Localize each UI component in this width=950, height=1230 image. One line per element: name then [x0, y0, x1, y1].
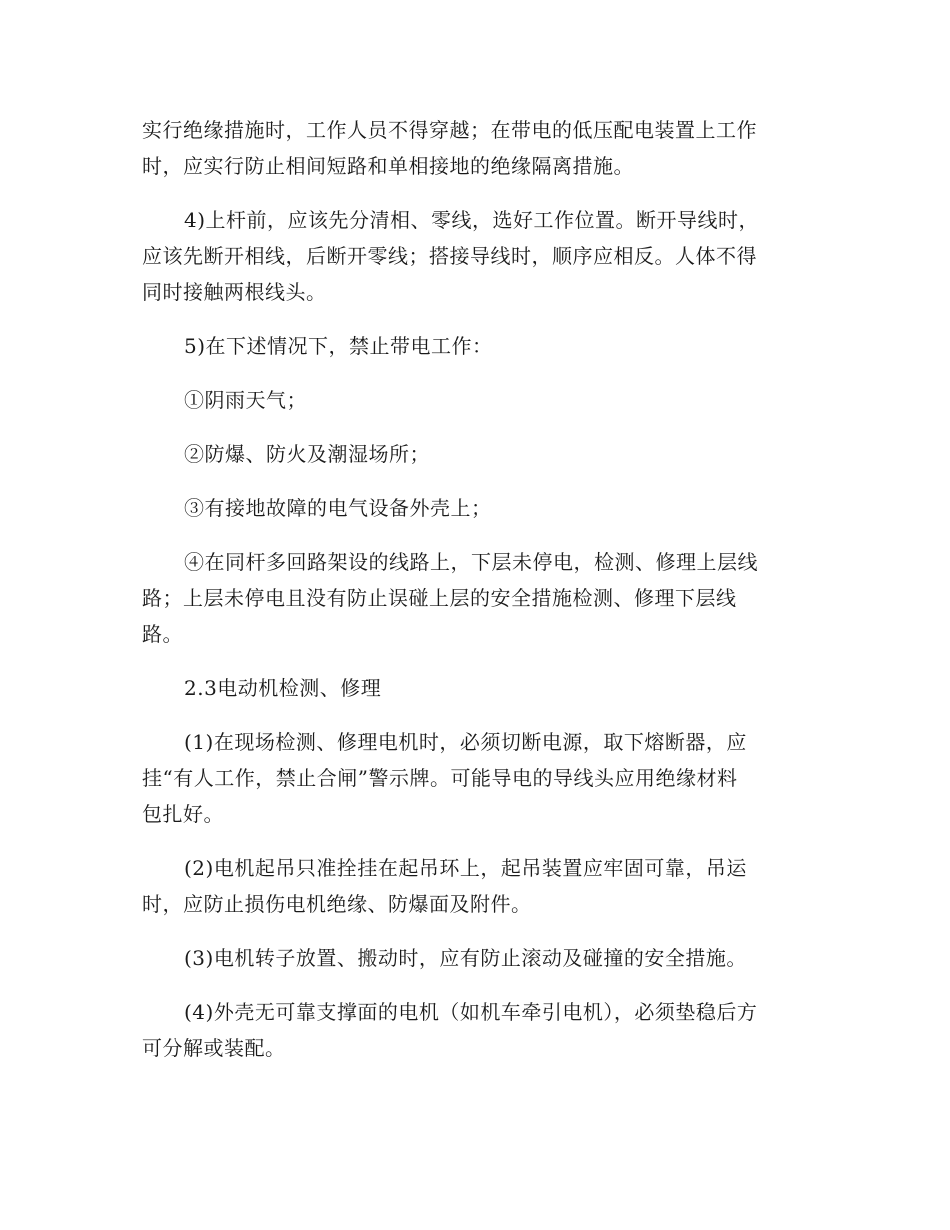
paragraph-item-5	[142, 328, 810, 364]
section-heading-2-3	[142, 670, 810, 706]
text-line: (2)电机起吊只准拴挂在起吊环上，起吊装置应牢固可靠，吊运	[184, 856, 747, 880]
text-line: ③有接地故障的电气设备外壳上；	[184, 496, 492, 520]
text-line: 挂“有人工作，禁止合闸”警示牌。可能导电的导线头应用绝缘材料	[142, 766, 738, 790]
text-line: (1)在现场检测、修理电机时，必须切断电源，取下熔断器，应	[184, 730, 747, 754]
text-line: 时，应实行防止相间短路和单相接地的绝缘隔离措施。	[142, 154, 634, 178]
text-line: ④在同杆多回路架设的线路上，下层未停电，检测、修理上层线	[184, 550, 758, 574]
text-line: 包扎好。	[142, 802, 224, 826]
paragraph-circle-2	[142, 436, 810, 472]
paragraph-motor-4	[142, 994, 810, 1066]
text-line: 实行绝缘措施时，工作人员不得穿越；在带电的低压配电装置上工作	[142, 118, 757, 142]
paragraph-circle-1	[142, 382, 810, 418]
text-line: 同时接触两根线头。	[142, 280, 327, 304]
text-line: 4)上杆前，应该先分清相、零线，选好工作位置。断开导线时，	[184, 208, 760, 232]
paragraph-motor-1	[142, 724, 810, 832]
text-line: 应该先断开相线，后断开零线；搭接导线时，顺序应相反。人体不得	[142, 244, 757, 268]
paragraph-circle-4	[142, 544, 810, 652]
text-line: 路。	[142, 622, 183, 646]
text-line: ②防爆、防火及潮湿场所；	[184, 442, 430, 466]
text-line: 可分解或装配。	[142, 1036, 286, 1060]
text-line: 2.3电动机检测、修理	[184, 676, 382, 700]
paragraph-item-4	[142, 202, 810, 310]
text-line: 路；上层未停电且没有防止误碰上层的安全措施检测、修理下层线	[142, 586, 737, 610]
paragraph-motor-3	[142, 940, 810, 976]
text-line: (3)电机转子放置、搬动时，应有防止滚动及碰撞的安全措施。	[184, 946, 747, 970]
paragraph-motor-2	[142, 850, 810, 922]
paragraph-insulation-measures	[142, 112, 810, 184]
text-line: 时，应防止损伤电机绝缘、防爆面及附件。	[142, 892, 532, 916]
paragraph-circle-3	[142, 490, 810, 526]
text-line: ①阴雨天气；	[184, 388, 307, 412]
text-line: (4)外壳无可靠支撑面的电机（如机车牵引电机），必须垫稳后方	[184, 1000, 758, 1024]
document-page	[142, 112, 810, 1084]
text-line: 5)在下述情况下，禁止带电工作：	[184, 334, 493, 358]
